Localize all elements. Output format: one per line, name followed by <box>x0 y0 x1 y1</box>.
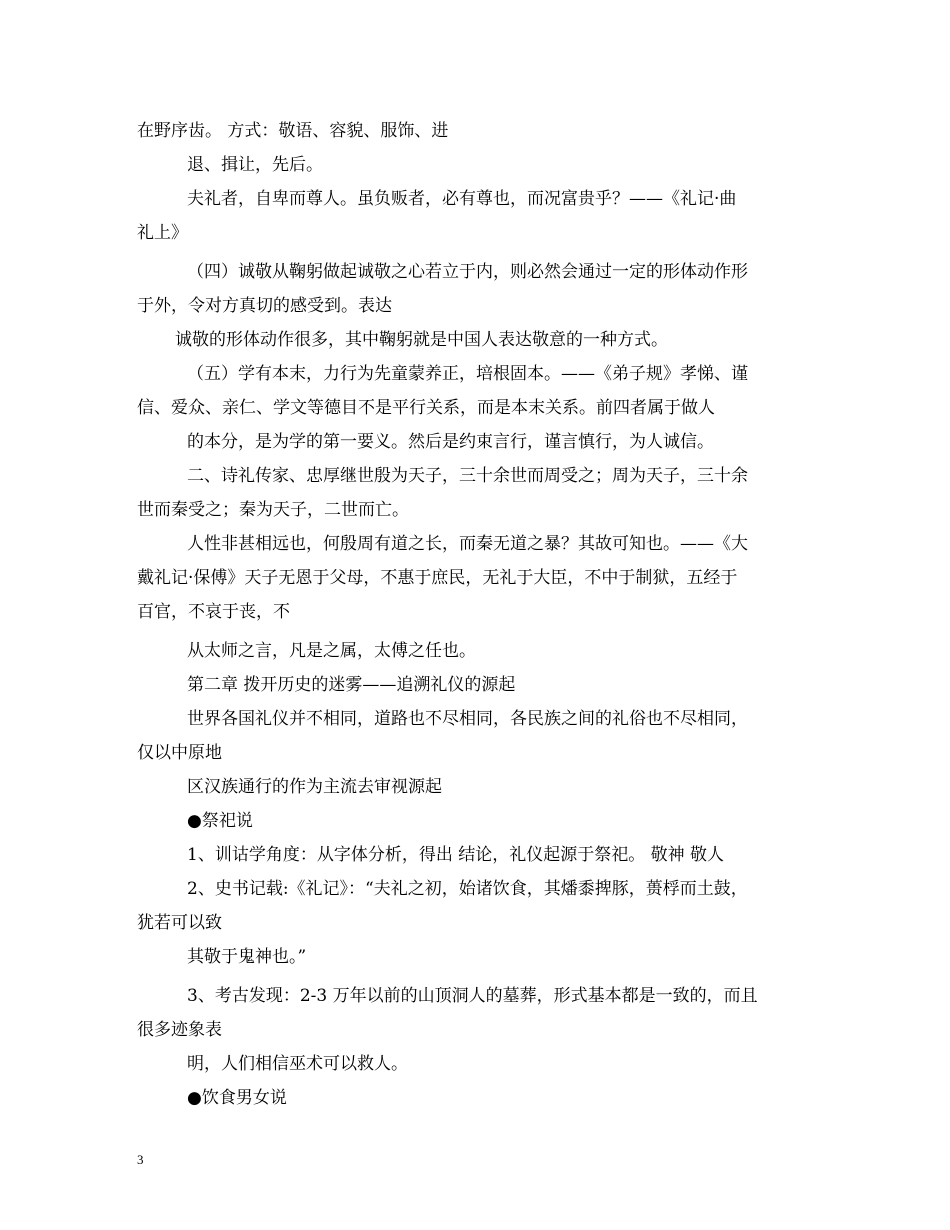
text-line-28: 明，人们相信巫术可以救人。 <box>187 1054 408 1074</box>
text-line-8: （五）学有本末，力行为先童蒙养正，培根固本。——《弟子规》孝悌、谨 <box>187 364 748 384</box>
text-line-1: 在野序齿。 方式：敬语、容貌、服饰、进 <box>137 121 449 141</box>
section-bullet-food: ●饮食男女说 <box>187 1088 287 1108</box>
text-line-3: 夫礼者，自卑而尊人。虽负贩者，必有尊也，而况富贵乎？——《礼记·曲 <box>187 189 737 209</box>
text-line-6: 于外，令对方真切的感受到。表达 <box>137 296 392 316</box>
section-bullet-sacrifice: ●祭祀说 <box>187 811 253 831</box>
text-line-13: 人性非甚相远也，何殷周有道之长，而秦无道之暴？其故可知也。——《大 <box>187 534 748 554</box>
text-line-12: 世而秦受之；秦为天子，二世而亡。 <box>137 500 409 520</box>
text-line-16: 从太师之言，凡是之属，太傅之任也。 <box>187 641 476 661</box>
text-line-18: 世界各国礼仪并不相同，道路也不尽相同，各民族之间的礼俗也不尽相同， <box>187 709 748 729</box>
text-line-22: 1、训诂学角度：从字体分析，得出 结论，礼仪起源于祭祀。 敬神 敬人 <box>187 845 725 865</box>
text-line-26: 3、考古发现：2-3 万年以前的山顶洞人的墓葬，形式基本都是一致的，而且 <box>187 986 758 1006</box>
text-line-2: 退、揖让，先后。 <box>187 155 323 175</box>
text-line-10: 的本分，是为学的第一要义。然后是约束言行，谨言慎行，为人诚信。 <box>187 432 714 452</box>
text-line-20: 区汉族通行的作为主流去审视源起 <box>187 777 442 797</box>
text-line-14: 戴礼记·保傅》天子无恩于父母，不惠于庶民，无礼于大臣，不中于制狱，五经于 <box>137 568 738 588</box>
text-line-27: 很多迹象表 <box>137 1020 222 1040</box>
text-line-5: （四）诚敬从鞠躬做起诚敬之心若立于内，则必然会通过一定的形体动作形 <box>187 262 748 282</box>
text-line-23: 2、史书记载:《礼记》：“夫礼之初，始诸饮食，其燔黍捭豚，蒉桴而土鼓， <box>187 879 748 899</box>
text-line-9: 信、爱众、亲仁、学文等德目不是平行关系，而是本末关系。前四者属于做人 <box>137 398 715 418</box>
text-line-25: 其敬于鬼神也。” <box>187 947 307 967</box>
text-line-4: 礼上》 <box>137 223 188 243</box>
text-line-11: 二、诗礼传家、忠厚继世殷为天子，三十余世而周受之；周为天子，三十余 <box>187 466 748 486</box>
chapter-heading: 第二章 拨开历史的迷雾——追溯礼仪的源起 <box>187 675 516 695</box>
text-line-24: 犹若可以致 <box>137 913 222 933</box>
page-number: 3 <box>137 1152 144 1167</box>
text-line-7: 诚敬的形体动作很多，其中鞠躬就是中国人表达敬意的一种方式。 <box>175 330 668 350</box>
text-line-19: 仅以中原地 <box>137 743 222 763</box>
text-line-15: 百官，不哀于丧，不 <box>137 602 290 622</box>
